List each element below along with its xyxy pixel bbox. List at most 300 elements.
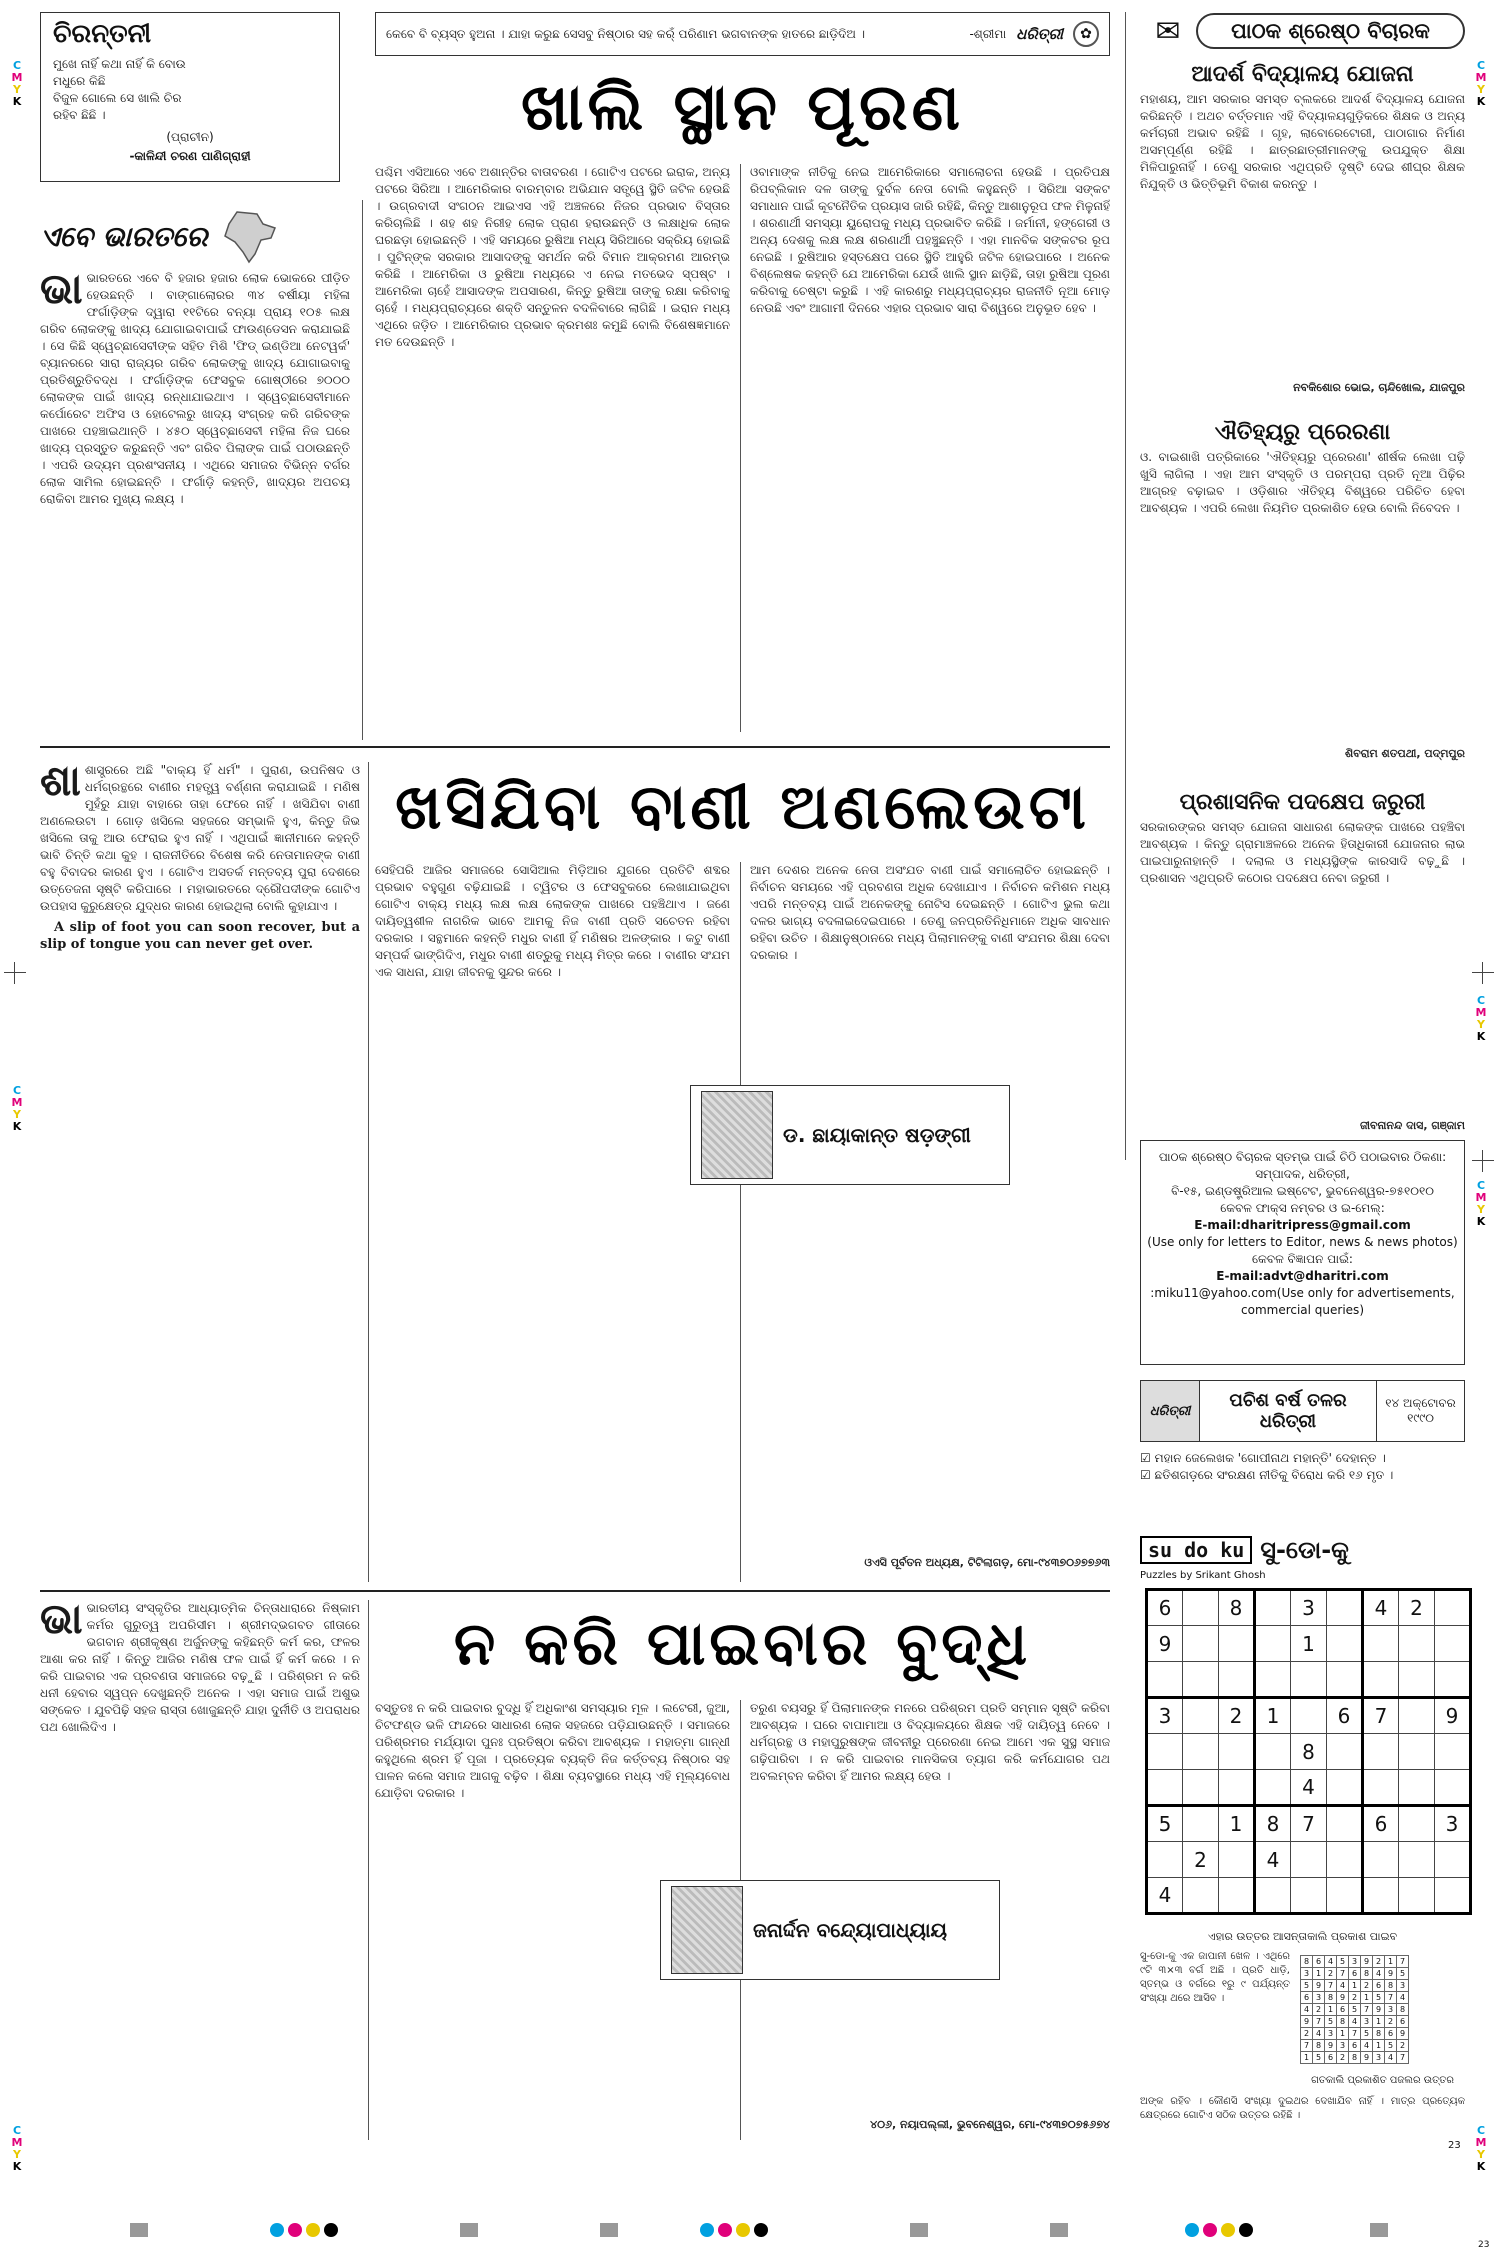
- sudoku-cell: [1219, 1878, 1255, 1914]
- sudoku-prev-cell: 2: [1361, 1980, 1373, 1992]
- article2-col1-body: ଶାସ୍ତ୍ରରେ ଅଛି "ବାକ୍ୟ ହିଁ ଧର୍ମ" । ପୁରାଣ, ଉପନିଷଦ ଓ ଧର୍ମଗ୍ରନ୍ଥରେ ବାଣୀର ମହତ୍ତ୍ୱ ବର୍ଣ୍ଣନା କରାଯାଇଛି । ମଣିଷ ମୁହଁରୁ ଯାହା ବାହାରେ ତାହା ଫେରେ ନାହିଁ । ଖସିଯିବା ବାଣୀ ଅଣଲେଉଟା । ଗୋଡ଼ ଖସିଲେ ସହଜରେ ସମ୍ଭାଳି ହୁଏ, କିନ୍ତୁ ଜିଭ ଖସିଲେ ତାକୁ ଆଉ ଫେରାଇ ହୁଏ ନାହିଁ । ଏଥିପାଇଁ ଜ୍ଞାନୀମାନେ କହନ୍ତି ଭାବି ଚିନ୍ତି କଥା କୁହ । ରାଜନୀତିରେ ବିଶେଷ କରି ନେତାମାନଙ୍କ ବାଣୀ ବହୁ ବିବାଦର କାରଣ ହୁଏ । ଗୋଟିଏ ଅସତର୍କ ମନ୍ତବ୍ୟ ପୁରା ଦେଶରେ ଉତ୍ତେଜନା ସୃଷ୍ଟି କରିପାରେ । ମହାଭାରତରେ ଦ୍ରୌପଦୀଙ୍କ ଗୋଟିଏ ଉପହାସ କୁରୁକ୍ଷେତ୍ର ଯୁଦ୍ଧର କାରଣ ହୋଇଥିଲା ବୋଲି କୁହାଯାଏ ।: [40, 763, 360, 913]
- sudoku-prev-cell: 1: [1325, 2004, 1337, 2016]
- sudoku-cell: 3: [1147, 1698, 1183, 1734]
- sudoku-prev-cell: 1: [1373, 2040, 1385, 2052]
- sudoku-prev-cell: 6: [1337, 2004, 1349, 2016]
- sudoku-cell: [1399, 1878, 1435, 1914]
- ajibharat-title: ଏବେ ଭାରତରେ: [40, 220, 208, 253]
- pachisa-item2: ଛତିଶଗଡ଼ରେ ସଂରକ୍ଷଣ ନୀତିକୁ ବିରୋଧ କରି ୧୬ ମୃତ ।: [1154, 1468, 1394, 1482]
- sudoku-prev-cell: 5: [1373, 1992, 1385, 2004]
- sudoku-row: [1301, 2004, 1409, 2016]
- sudoku-prev-cell: 5: [1301, 1980, 1313, 1992]
- article2-col2: [375, 862, 730, 1582]
- poem-line: ବିଜୁଳ ଗୋଲେ ସେ ଖାଲି ଚିର: [53, 91, 182, 105]
- envelope-pen-icon: ✉: [1155, 13, 1181, 49]
- contact-email1[interactable]: E-mail:dharitripress@gmail.com: [1194, 1218, 1411, 1232]
- magenta-swatch: [288, 2223, 302, 2237]
- gray-swatch: [600, 2223, 618, 2237]
- chirantani-author: -କାଳିନ୍ଦୀ ଚରଣ ପାଣିଗ୍ରାହୀ: [129, 149, 251, 163]
- color-bar-2: [270, 2222, 342, 2241]
- sudoku-cell: [1183, 1590, 1219, 1626]
- sudoku-cell: 2: [1399, 1590, 1435, 1626]
- dropcap: ଭା: [40, 1600, 83, 1643]
- column-rule: [362, 200, 363, 740]
- sudoku-prev-board: [1300, 1955, 1409, 2064]
- color-bar-9: [1370, 2222, 1388, 2241]
- sudoku-cell: 9: [1147, 1626, 1183, 1662]
- sudoku-cell: 1: [1219, 1806, 1255, 1842]
- chirantani-title: ଚିରନ୍ତନୀ: [53, 19, 152, 49]
- sudoku-row: [1301, 1956, 1409, 1968]
- sudoku-cell: [1183, 1626, 1219, 1662]
- sudoku-row: [1301, 1980, 1409, 1992]
- sudoku-cell: [1327, 1734, 1363, 1770]
- sudoku-cell: [1399, 1806, 1435, 1842]
- sudoku-prev-cell: 7: [1301, 2040, 1313, 2052]
- sudoku-cell: [1399, 1698, 1435, 1734]
- sudoku-prev-cell: 4: [1349, 2016, 1361, 2028]
- sudoku-cell: [1327, 1626, 1363, 1662]
- quote-source: -ଶ୍ରୀମା: [969, 26, 1007, 41]
- sudoku-row: [1301, 2028, 1409, 2040]
- lotus-emblem-icon: ✿: [1073, 21, 1099, 47]
- sudoku-cell: [1435, 1878, 1471, 1914]
- sudoku-prev-cell: 6: [1301, 1992, 1313, 2004]
- corner-page-number: 23: [1478, 2240, 1490, 2250]
- sudoku-prev-cell: 5: [1361, 2028, 1373, 2040]
- sudoku-cell: 8: [1255, 1806, 1291, 1842]
- page-number: 23: [1448, 2140, 1461, 2151]
- pachisa-item: [1140, 1467, 1465, 1484]
- sudoku-prev-cell: 8: [1397, 2004, 1409, 2016]
- article2-english-quote: A slip of foot you can soon recover, but a slip of tongue you can never get over.: [40, 920, 360, 952]
- sudoku-cell: [1291, 1698, 1327, 1734]
- sudoku-prev-cell: 4: [1397, 1992, 1409, 2004]
- cyan-swatch: [1185, 2223, 1199, 2237]
- sudoku-prev-cell: 1: [1301, 2052, 1313, 2064]
- sudoku-prev-cell: 2: [1301, 2028, 1313, 2040]
- article1-col2: [750, 164, 1110, 732]
- color-bar-7: [1050, 2222, 1068, 2241]
- article3-col3-body: ତରୁଣ ବୟସରୁ ହିଁ ପିଲାମାନଙ୍କ ମନରେ ପରିଶ୍ରମ ପ୍ରତି ସମ୍ମାନ ସୃଷ୍ଟି କରିବା ଆବଶ୍ୟକ । ଘରେ ବାପାମାଆ ଓ ବିଦ୍ୟାଳୟରେ ଶିକ୍ଷକ ଏହି ଦାୟିତ୍ୱ ନେବେ । ଧର୍ମଗ୍ରନ୍ଥ ଓ ମହାପୁରୁଷଙ୍କ ଜୀବନୀରୁ ପ୍ରେରଣା ନେଇ ଆମେ ଏକ ସୁସ୍ଥ ସମାଜ ଗଢ଼ିପାରିବା । ନ କରି ପାଇବାର ମାନସିକତା ତ୍ୟାଗ କରି କର୍ମଯୋଗର ପଥ ଅବଲମ୍ବନ କରିବା ହିଁ ଆମର ଲକ୍ଷ୍ୟ ହେଉ ।: [750, 1701, 1110, 1783]
- chirantani-poem: [53, 56, 327, 124]
- dropcap: ଶା: [40, 762, 81, 805]
- checkbox-icon: ☑: [1140, 1468, 1151, 1482]
- sudoku-prev-cell: 3: [1325, 2028, 1337, 2040]
- sudoku-credit: Puzzles by Srikant Ghosh: [1140, 1570, 1266, 1581]
- chirantani-box: [40, 12, 340, 182]
- sudoku-cell: [1363, 1662, 1399, 1698]
- sudoku-cell: [1183, 1734, 1219, 1770]
- article2-col1: [40, 762, 360, 1582]
- sudoku-prev-cell: 6: [1385, 2028, 1397, 2040]
- sudoku-cell: [1255, 1770, 1291, 1806]
- article3-author: ଜନାର୍ଦ୍ଦନ ବନ୍ଦ୍ୟୋପାଧ୍ୟାୟ: [753, 1918, 948, 1942]
- gray-swatch: [1370, 2223, 1388, 2237]
- sudoku-prev-cell: 3: [1385, 2004, 1397, 2016]
- yellow-swatch: [1221, 2223, 1235, 2237]
- sudoku-cell: [1363, 1626, 1399, 1662]
- sudoku-prev-cell: 6: [1397, 2016, 1409, 2028]
- sudoku-rules: [1140, 1950, 1290, 2090]
- article2-col3: [750, 862, 1110, 1552]
- sudoku-cell: [1435, 1662, 1471, 1698]
- sudoku-cell: [1435, 1770, 1471, 1806]
- pachisa-title: ପଚିଶ ବର୍ଷ ତଳର ଧରିତ୍ରୀ: [1200, 1380, 1377, 1442]
- sudoku-prev-cell: 8: [1373, 2028, 1385, 2040]
- pachisa-item1: ମହାନ ଜେଲେଖକ 'ଗୋପୀନାଥ ମହାନ୍ତି' ଦେହାନ୍ତ ।: [1154, 1451, 1386, 1465]
- sudoku-cell: [1219, 1842, 1255, 1878]
- india-map-icon: [217, 210, 281, 264]
- quote-strip: [375, 12, 1110, 56]
- sudoku-cell: 4: [1363, 1590, 1399, 1626]
- sudoku-cell: [1291, 1878, 1327, 1914]
- sudoku-cell: 7: [1363, 1698, 1399, 1734]
- sudoku-cell: [1255, 1734, 1291, 1770]
- sudoku-prev-cell: 7: [1349, 2028, 1361, 2040]
- sudoku-cell: [1399, 1734, 1435, 1770]
- contact-org: ସମ୍ପାଦକ, ଧରିତ୍ରୀ,: [1255, 1167, 1350, 1181]
- pachisa-box: [1140, 1380, 1465, 1500]
- article2-signature: ଓଏସି ପୂର୍ବତନ ଅଧ୍ୟକ୍ଷ, ଟିଟିଲାଗଡ଼, ମୋ-୯୪୩୭୦୬୭୭୬୩: [864, 1556, 1110, 1569]
- sudoku-prev-cell: 3: [1349, 1956, 1361, 1968]
- sudoku-prev-cell: 8: [1337, 2016, 1349, 2028]
- yellow-swatch: [306, 2223, 320, 2237]
- cyan-swatch: [270, 2223, 284, 2237]
- color-bar-8: [1185, 2222, 1257, 2241]
- sudoku-cell: [1327, 1842, 1363, 1878]
- sudoku-cell: 6: [1363, 1806, 1399, 1842]
- article2-author: ଡ. ଛାୟାକାନ୍ତ ଷଡ଼ଙ୍ଗୀ: [783, 1123, 971, 1147]
- column-rule: [740, 164, 741, 732]
- sudoku-cell: 8: [1219, 1590, 1255, 1626]
- article3-col1: [40, 1600, 360, 2140]
- pachisa-date: ୧୪ ଅକ୍ଟୋବର ୧୯୯୦: [1377, 1380, 1465, 1442]
- sudoku-prev-cell: 7: [1397, 2052, 1409, 2064]
- registration-mark-left-top: C M Y K: [11, 59, 23, 108]
- reader-s1-text: [1140, 91, 1465, 381]
- sudoku-cell: [1147, 1662, 1183, 1698]
- ajibharat-body: ଭାରତରେ ଏବେ ବି ହଜାର ହଜାର ଲୋକ ଭୋକରେ ପୀଡ଼ିତ ହେଉଛନ୍ତି । ବାଙ୍ଗାଲୋରର ୩୪ ବର୍ଷୀୟା ମହିଳା ଫର୍ଗାଡ଼ିଙ୍କ ଦ୍ୱାରା ୧୧ଟିରେ ବନ୍ୟା ପ୍ରାୟ ୧୦୫ ଲକ୍ଷ ଗରିବ ଲୋକଙ୍କୁ ଖାଦ୍ୟ ଯୋଗାଇବାପାଇଁ ଫାଉଣ୍ଡେସନ କରାଯାଇଛି । ସେ କିଛି ସ୍ୱେଚ୍ଛାସେବୀଙ୍କ ସହିତ ମିଶି 'ଫିଡ୍ ଇଣ୍ଡିଆ ନେଟୱର୍କ' ବ୍ୟାନରରେ ସାରା ରାଜ୍ୟର ଗରିବ ଲୋକଙ୍କୁ ଖାଦ୍ୟ ଯୋଗାଇବାକୁ ପ୍ରତିଶ୍ରୁତିବଦ୍ଧ । ଫର୍ଗାଡ଼ିଙ୍କ ଫେସବୁକ ଗୋଷ୍ଠୀରେ ୭୦୦୦ ଲୋକଙ୍କ ପାଇଁ ଖାଦ୍ୟ ରନ୍ଧାଯାଇଥାଏ । ସ୍ୱେଚ୍ଛାସେବୀମାନେ କର୍ପୋରେଟ ଅଫିସ ଓ ହୋଟେଲରୁ ଖାଦ୍ୟ ସଂଗ୍ରହ କରି ଗରିବଙ୍କ ପାଖରେ ପହଞ୍ଚାଇଥାନ୍ତି । ୪୫୦ ସ୍ୱେଚ୍ଛାସେବୀ ମହିଳା ନିଜ ଘରେ ଖାଦ୍ୟ ପ୍ରସ୍ତୁତ କରୁଛନ୍ତି ଏବଂ ଗରିବ ପିଲାଙ୍କ ପାଇଁ ପଠାଉଛନ୍ତି । ଏପରି ଉଦ୍ୟମ ପ୍ରଶଂସନୀୟ । ଏଥିରେ ସମାଜର ବିଭିନ୍ନ ବର୍ଗର ଲୋକ ସାମିଲ ହୋଇଛନ୍ତି । ଫର୍ଗାଡ଼ି କହନ୍ତି, ଖାଦ୍ୟର ଅପଚୟ ରୋକିବା ଆମର ମୁଖ୍ୟ ଲକ୍ଷ୍ୟ ।: [40, 271, 350, 506]
- sudoku-prev-cell: 5: [1325, 2016, 1337, 2028]
- sudoku-cell: [1255, 1626, 1291, 1662]
- reader-s3-signature: ଜୀବନାନନ୍ଦ ଦାସ, ଗଞ୍ଜାମ: [1360, 1119, 1465, 1132]
- sudoku-row: [1147, 1878, 1471, 1914]
- gray-swatch: [130, 2223, 148, 2237]
- sudoku-cell: [1219, 1770, 1255, 1806]
- sudoku-cell: [1255, 1662, 1291, 1698]
- sudoku-row: [1301, 2040, 1409, 2052]
- sudoku-cell: [1147, 1842, 1183, 1878]
- sudoku-prev-cell: 6: [1349, 1968, 1361, 1980]
- color-bar-6: [910, 2222, 928, 2241]
- sudoku-cell: [1363, 1770, 1399, 1806]
- article3-byline: [660, 1880, 1000, 1980]
- sudoku-prev-cell: 7: [1325, 1980, 1337, 1992]
- sudoku-cell: [1183, 1662, 1219, 1698]
- sudoku-cell: [1399, 1770, 1435, 1806]
- sudoku-prev-cell: 1: [1361, 1992, 1373, 2004]
- color-bar-1: [130, 2222, 148, 2241]
- sudoku-prev-cell: 4: [1373, 1968, 1385, 1980]
- yellow-swatch: [736, 2223, 750, 2237]
- sudoku-prev-cell: 5: [1313, 2052, 1325, 2064]
- sudoku-cell: [1255, 1590, 1291, 1626]
- ajibharat-text: [40, 270, 350, 732]
- sudoku-prev-cell: 9: [1385, 1968, 1397, 1980]
- sudoku-prev-cell: 9: [1361, 1956, 1373, 1968]
- sudoku-prev-cell: 3: [1361, 2016, 1373, 2028]
- black-swatch: [1239, 2223, 1253, 2237]
- sudoku-prev-cell: 7: [1313, 2016, 1325, 2028]
- sudoku-row: [1301, 1992, 1409, 2004]
- sudoku-header: [1140, 1530, 1465, 1570]
- gray-swatch: [460, 2223, 478, 2237]
- sudoku-footer: [1140, 2095, 1465, 2131]
- reader-section-2: [1140, 420, 1465, 761]
- sudoku-grid: [1145, 1588, 1472, 1915]
- sudoku-row: [1147, 1734, 1471, 1770]
- registration-mark-right-mid1: C M Y K: [1475, 994, 1487, 1043]
- column-rule: [368, 1600, 369, 2140]
- sudoku-cell: 3: [1291, 1590, 1327, 1626]
- reader-s2-text: [1140, 449, 1465, 747]
- sudoku-prev-cell: 4: [1301, 2004, 1313, 2016]
- sudoku-prev-cell: 4: [1313, 2028, 1325, 2040]
- magenta-swatch: [718, 2223, 732, 2237]
- section-divider: [40, 746, 1110, 748]
- sudoku-prev-cell: 7: [1361, 2004, 1373, 2016]
- sudoku-prev-cell: 4: [1325, 1956, 1337, 1968]
- reader-s2-title: ଐତିହ୍ୟରୁ ପ୍ରେରଣା: [1214, 420, 1391, 445]
- sudoku-prev-cell: 9: [1313, 1980, 1325, 1992]
- sudoku-prev-cell: 9: [1361, 2052, 1373, 2064]
- section-divider: [40, 1590, 1110, 1592]
- pachisa-item: [1140, 1450, 1465, 1467]
- poem-line: ମୁଖେ ନାହିଁ କଥା ନାହିଁ କି ବୋଉ: [53, 57, 186, 71]
- article3-col2-body: ବସ୍ତୁତଃ ନ କରି ପାଇବାର ବୁଦ୍ଧି ହିଁ ଅଧିକାଂଶ ସମସ୍ୟାର ମୂଳ । ଲଟେରୀ, ଜୁଆ, ଚିଟଫଣ୍ଡ ଭଳି ଫାନ୍ଦରେ ସାଧାରଣ ଲୋକ ସହଜରେ ପଡ଼ିଯାଉଛନ୍ତି । ସମାଜରେ ପରିଶ୍ରମର ମର୍ଯ୍ୟାଦା ପୁନଃ ପ୍ରତିଷ୍ଠା କରିବା ଆବଶ୍ୟକ । ମହାତ୍ମା ଗାନ୍ଧୀ କହୁଥିଲେ ଶ୍ରମ ହିଁ ପୂଜା । ପ୍ରତ୍ୟେକ ବ୍ୟକ୍ତି ନିଜ କର୍ତ୍ତବ୍ୟ ନିଷ୍ଠାର ସହ ପାଳନ କଲେ ସମାଜ ଆଗକୁ ବଢ଼ିବ । ଶିକ୍ଷା ବ୍ୟବସ୍ଥାରେ ମଧ୍ୟ ଏହି ମୂଲ୍ୟବୋଧ ଯୋଡ଼ିବା ଦରକାର ।: [375, 1701, 730, 1800]
- reader-s1-title: ଆଦର୍ଶ ବିଦ୍ୟାଳୟ ଯୋଜନା: [1191, 62, 1414, 87]
- sudoku-prev-cell: 3: [1397, 1980, 1409, 1992]
- sudoku-cell: 7: [1291, 1806, 1327, 1842]
- pachisa-logo: ଧରିତ୍ରୀ: [1140, 1380, 1200, 1442]
- article3-signature: ୪୦୬, ନୟାପଲ୍ଲୀ, ଭୁବନେଶ୍ୱର, ମୋ-୯୪୩୭୦୭୫୬୭୪: [870, 2118, 1110, 2131]
- checkbox-icon: ☑: [1140, 1451, 1151, 1465]
- sudoku-prev-cell: 2: [1397, 2040, 1409, 2052]
- article3-col1-body: ଭାରତୀୟ ସଂସ୍କୃତିର ଆଧ୍ୟାତ୍ମିକ ଚିନ୍ତାଧାରାରେ ନିଷ୍କାମ କର୍ମର ଗୁରୁତ୍ୱ ଅପରିସୀମ । ଶ୍ରୀମଦ୍ଭଗବତ ଗୀତାରେ ଭଗବାନ ଶ୍ରୀକୃଷ୍ଣ ଅର୍ଜୁନଙ୍କୁ କହିଛନ୍ତି କର୍ମ କର, ଫଳର ଆଶା କର ନାହିଁ । କିନ୍ତୁ ଆଜିର ମଣିଷ ଫଳ ପାଇଁ ହିଁ କର୍ମ କରେ । ନ କରି ପାଇବାର ଏକ ପ୍ରବଣତା ସମାଜରେ ବଢ଼ୁଛି । ପରିଶ୍ରମ ନ କରି ଧନୀ ହେବାର ସ୍ୱପ୍ନ ଦେଖୁଛନ୍ତି ଅନେକ । ଏହା ସମାଜ ପାଇଁ ଅଶୁଭ ସଙ୍କେତ । ଯୁବପିଢ଼ି ସହଜ ରାସ୍ତା ଖୋଜୁଛନ୍ତି ଯାହା ଦୁର୍ନୀତି ଓ ଅପରାଧର ପଥ ଖୋଲିଦିଏ ।: [40, 1601, 360, 1734]
- sudoku-prev-cell: 1: [1337, 2028, 1349, 2040]
- sudoku-cell: [1363, 1878, 1399, 1914]
- sudoku-prev-cell: 5: [1397, 1968, 1409, 1980]
- sudoku-prev-cell: 8: [1313, 2040, 1325, 2052]
- sudoku-prev-cell: 8: [1361, 1968, 1373, 1980]
- reader-s1-body: ମହାଶୟ, ଆମ ସରକାର ସମସ୍ତ ବ୍ଲକରେ ଆଦର୍ଶ ବିଦ୍ୟାଳୟ ଯୋଜନା କରିଛନ୍ତି । ଅଥଚ ବର୍ତ୍ତମାନ ଏହି ବିଦ୍ୟାଳୟଗୁଡ଼ିକରେ ଶିକ୍ଷକ ଓ ଅନ୍ୟ କର୍ମଚାରୀ ଅଭାବ ରହିଛି । ଗୃହ, ଲାବୋରେଟୋରୀ, ପାଠାଗାର ନିର୍ମାଣ ଅସମ୍ପୂର୍ଣ୍ଣ ରହିଛି । ଛାତ୍ରଛାତ୍ରୀମାନଙ୍କୁ ଉପଯୁକ୍ତ ଶିକ୍ଷା ମିଳିପାରୁନାହିଁ । ତେଣୁ ସରକାର ଏଥିପ୍ରତି ଦୃଷ୍ଟି ଦେଇ ଶୀଘ୍ର ଶିକ୍ଷକ ନିଯୁକ୍ତି ଓ ଭିତ୍ତିଭୂମି ବିକାଶ କରନ୍ତୁ ।: [1140, 92, 1465, 191]
- contact-ad-label: କେବଳ ବିଜ୍ଞାପନ ପାଇଁ:: [1252, 1252, 1353, 1266]
- sudoku-cell: [1147, 1734, 1183, 1770]
- dropcap: ଭା: [40, 270, 83, 313]
- sudoku-prev-cell: 6: [1373, 1980, 1385, 1992]
- sudoku-cell: 4: [1291, 1770, 1327, 1806]
- sudoku-cell: 6: [1327, 1698, 1363, 1734]
- sudoku-row: [1147, 1590, 1471, 1626]
- sudoku-prev-cell: 4: [1337, 1980, 1349, 1992]
- sudoku-prev-cell: 8: [1301, 1956, 1313, 1968]
- sudoku-row: [1147, 1806, 1471, 1842]
- registration-mark-left-mid: C M Y K: [11, 1084, 23, 1133]
- sudoku-board: [1145, 1588, 1472, 1915]
- poem-line: ମଧୁରେ କିଛି: [53, 74, 106, 88]
- sudoku-cell: [1255, 1878, 1291, 1914]
- contact-fax: କେବଳ ଫାକ୍ସ ନମ୍ବର ଓ ଇ-ମେଲ୍:: [1220, 1201, 1385, 1215]
- sudoku-prev-cell: 9: [1397, 2028, 1409, 2040]
- reader-s3-body: ସରକାରଙ୍କର ସମସ୍ତ ଯୋଜନା ସାଧାରଣ ଲୋକଙ୍କ ପାଖରେ ପହଞ୍ଚିବା ଆବଶ୍ୟକ । କିନ୍ତୁ ଗ୍ରାମାଞ୍ଚଳରେ ଅନେକ ହିତାଧିକାରୀ ଯୋଜନାର ଲାଭ ପାଇପାରୁନାହାନ୍ତି । ଦଲାଲ ଓ ମଧ୍ୟସ୍ଥିଙ୍କ କାରସାଦି ବଢ଼ୁଛି । ପ୍ରଶାସନ ଏଥିପ୍ରତି କଠୋର ପଦକ୍ଷେପ ନେବା ଜରୁରୀ ।: [1140, 820, 1465, 885]
- sudoku-prev-cell: 4: [1385, 2052, 1397, 2064]
- chirantani-note: (ପ୍ରାଚୀନ): [166, 130, 214, 144]
- sudoku-prev-cell: 2: [1325, 1968, 1337, 1980]
- sudoku-cell: [1219, 1734, 1255, 1770]
- registration-mark-right-mid2: C M Y K: [1475, 1179, 1487, 1228]
- article2-col3-body: ଆମ ଦେଶର ଅନେକ ନେତା ଅସଂଯତ ବାଣୀ ପାଇଁ ସମାଲୋଚିତ ହୋଇଛନ୍ତି । ନିର୍ବାଚନ ସମୟରେ ଏହି ପ୍ରବଣତା ଅଧିକ ଦେଖାଯାଏ । ନିର୍ବାଚନ କମିଶନ ମଧ୍ୟ ଏପରି ମନ୍ତବ୍ୟ ପାଇଁ ଅନେକଙ୍କୁ ନୋଟିସ ଦେଇଛନ୍ତି । ଗୋଟିଏ ଭୁଲ କଥା ଦଳର ଭାଗ୍ୟ ବଦଳାଇଦେଇପାରେ । ତେଣୁ ଜନପ୍ରତିନିଧିମାନେ ଅଧିକ ସାବଧାନ ରହିବା ଉଚିତ । ଶିକ୍ଷାନୁଷ୍ଠାନରେ ମଧ୍ୟ ପିଲାମାନଙ୍କୁ ବାଣୀ ସଂଯମର ଶିକ୍ଷା ଦେବା ଦରକାର ।: [750, 863, 1110, 962]
- sudoku-prev-cell: 1: [1385, 1956, 1397, 1968]
- sudoku-prev-grid: [1300, 1955, 1409, 2064]
- color-bar-4: [600, 2222, 618, 2241]
- sudoku-prev-label: ଗତକାଲି ପ୍ରକାଶିତ ପଜଲର ଉତ୍ତର: [1311, 2075, 1454, 2086]
- sudoku-row: [1147, 1770, 1471, 1806]
- article1-col1: [375, 164, 730, 732]
- sudoku-cell: [1435, 1842, 1471, 1878]
- column-rule: [740, 862, 741, 1582]
- sudoku-row: [1147, 1698, 1471, 1734]
- sudoku-row: [1147, 1842, 1471, 1878]
- reader-s3-text: [1140, 819, 1465, 1119]
- sudoku-row: [1301, 2052, 1409, 2064]
- cyan-swatch: [700, 2223, 714, 2237]
- sudoku-cell: 9: [1435, 1698, 1471, 1734]
- sudoku-cell: [1327, 1878, 1363, 1914]
- dharitri-logo: ଧରିତ୍ରୀ: [1016, 25, 1063, 43]
- sudoku-prev-cell: 2: [1349, 1992, 1361, 2004]
- column-rule: [368, 762, 369, 1582]
- sudoku-cell: [1183, 1770, 1219, 1806]
- sudoku-cell: 8: [1291, 1734, 1327, 1770]
- reader-s3-title: ପ୍ରଶାସନିକ ପଦକ୍ଷେପ ଜରୁରୀ: [1179, 790, 1426, 815]
- quote-text: [386, 26, 1006, 43]
- sudoku-cell: 2: [1219, 1698, 1255, 1734]
- contact-box: [1140, 1140, 1465, 1365]
- sudoku-prev-cell: 8: [1349, 2052, 1361, 2064]
- reader-section-1: [1140, 62, 1465, 395]
- sudoku-cell: [1183, 1806, 1219, 1842]
- article1-headline: ଖାଲି ସ୍ଥାନ ପୂରଣ: [521, 71, 964, 145]
- poem-line: ରହିବ ଛିଛି ।: [53, 108, 106, 122]
- sudoku-cell: 3: [1435, 1806, 1471, 1842]
- contact-address: ବି-୧୫, ଇଣ୍ଡଷ୍ଟ୍ରିଆଲ ଇଷ୍ଟେଟ, ଭୁବନେଶ୍ୱର-୭୫୧୦୧୦: [1171, 1184, 1434, 1198]
- sudoku-cell: 6: [1147, 1590, 1183, 1626]
- article2-byline: [690, 1085, 1010, 1185]
- sudoku-footer-body: ଅଙ୍କ ରହିବ । କୌଣସି ସଂଖ୍ୟା ଦୁଇଥର ଦେଖାଯିବ ନାହିଁ । ମାତ୍ର ପ୍ରତ୍ୟେକ କ୍ଷେତ୍ରରେ ଗୋଟିଏ ସଠିକ ଉତ୍ତର ରହିଛି ।: [1140, 2096, 1465, 2121]
- sudoku-prev-cell: 6: [1349, 2040, 1361, 2052]
- sudoku-cell: 4: [1147, 1878, 1183, 1914]
- column-rule: [1125, 12, 1126, 1160]
- sudoku-cell: [1183, 1698, 1219, 1734]
- article2-col2-body: ସେହିପରି ଆଜିର ସମାଜରେ ସୋସିଆଲ ମିଡ଼ିଆର ଯୁଗରେ ପ୍ରତିଟି ଶବ୍ଦର ପ୍ରଭାବ ବହୁଗୁଣ ବଢ଼ିଯାଇଛି । ଟ୍ୱିଟର ଓ ଫେସବୁକରେ ଲେଖାଯାଇଥିବା ଗୋଟିଏ ବାକ୍ୟ ମଧ୍ୟ ଲକ୍ଷ ଲକ୍ଷ ଲୋକଙ୍କ ପାଖରେ ପହଞ୍ଚିଥାଏ । ଜଣେ ଦାୟିତ୍ୱଶୀଳ ନାଗରିକ ଭାବେ ଆମକୁ ନିଜ ବାଣୀ ପ୍ରତି ସଚେତନ ରହିବା ଦରକାର । ସନ୍ଥମାନେ କହନ୍ତି ମଧୁର ବାଣୀ ହିଁ ମଣିଷର ଅଳଙ୍କାର । କଟୁ ବାଣୀ ସମ୍ପର୍କ ଭାଙ୍ଗିଦିଏ, ମଧୁର ବାଣୀ ଶତ୍ରୁକୁ ମଧ୍ୟ ମିତ୍ର କରେ । ବାଣୀର ସଂଯମ ଏକ ସାଧନା, ଯାହା ଜୀବନକୁ ସୁନ୍ଦର କରେ ।: [375, 863, 730, 979]
- sudoku-prev-cell: 1: [1349, 1980, 1361, 1992]
- sudoku-cell: 1: [1291, 1626, 1327, 1662]
- sudoku-cell: [1435, 1590, 1471, 1626]
- registration-mark-left-bottom: C M Y K: [11, 2124, 23, 2173]
- registration-mark-right-top: C M Y K: [1475, 59, 1487, 108]
- sudoku-row: [1301, 2016, 1409, 2028]
- article2-headline: ଖସିଯିବା ବାଣୀ ଅଣଲେଉଟା: [395, 770, 1090, 843]
- reader-s2-body: ଓ. ବାଇଶାଖି ପତ୍ରିକାରେ 'ଐତିହ୍ୟରୁ ପ୍ରେରଣା' ଶୀର୍ଷକ ଲେଖା ପଢ଼ି ଖୁସି ଲାଗିଲା । ଏହା ଆମ ସଂସ୍କୃତି ଓ ପରମ୍ପରା ପ୍ରତି ନୂଆ ପିଢ଼ିର ଆଗ୍ରହ ବଢ଼ାଇବ । ଓଡ଼ିଶାର ଐତିହ୍ୟ ବିଶ୍ୱରେ ପରିଚିତ ହେବା ଆବଶ୍ୟକ । ଏପରି ଲେଖା ନିୟମିତ ପ୍ରକାଶିତ ହେଉ ବୋଲି ନିବେଦନ ।: [1140, 450, 1465, 515]
- contact-email3[interactable]: :miku11@yahoo.com(Use only for advertisements, commercial queries): [1150, 1286, 1455, 1317]
- sudoku-cell: [1291, 1842, 1327, 1878]
- sudoku-title-en: su do ku: [1140, 1536, 1252, 1564]
- ajibharat-header: [40, 208, 350, 266]
- sudoku-cell: 1: [1255, 1698, 1291, 1734]
- contact-email1-note: (Use only for letters to Editor, news & news photos): [1147, 1235, 1458, 1249]
- crop-cross-right: [1472, 962, 1494, 984]
- article1-col2-body: ଓବାମାଙ୍କ ନୀତିକୁ ନେଇ ଆମେରିକାରେ ସମାଲୋଚନା ହେଉଛି । ପ୍ରତିପକ୍ଷ ରିପବ୍ଲିକାନ ଦଳ ତାଙ୍କୁ ଦୁର୍ବଳ ନେତା ବୋଲି କହୁଛନ୍ତି । ସିରିଆ ସଙ୍କଟ ସମାଧାନ ପାଇଁ କୂଟନୈତିକ ପ୍ରୟାସ ଜାରି ରହିଛି, କିନ୍ତୁ ଆଶାନୁରୂପ ଫଳ ମିଳୁନାହିଁ । ଶରଣାର୍ଥୀ ସମସ୍ୟା ୟୁରୋପକୁ ମଧ୍ୟ ପ୍ରଭାବିତ କରିଛି । ଜର୍ମାନୀ, ହଙ୍ଗେରୀ ଓ ଅନ୍ୟ ଦେଶକୁ ଲକ୍ଷ ଲକ୍ଷ ଶରଣାର୍ଥୀ ପହଞ୍ଚୁଛନ୍ତି । ଏହା ମାନବିକ ସଙ୍କଟର ରୂପ ନେଇଛି । ରୁଷିଆର ହସ୍ତକ୍ଷେପ ପରେ ସ୍ଥିତି ଆହୁରି ଜଟିଳ ହୋଇପାରେ । ଅନେକ ବିଶ୍ଲେଷକ କହନ୍ତି ଯେ ଆମେରିକା ଯେଉଁ ଖାଲି ସ୍ଥାନ ଛାଡ଼ିଛି, ତାହା ରୁଷିଆ ପୂରଣ କରିବାକୁ ଚେଷ୍ଟା କରୁଛି । ଏହି କାରଣରୁ ମଧ୍ୟପ୍ରାଚ୍ୟର ରାଜନୀତି ନୂଆ ମୋଡ଼ ନେଉଛି ଏବଂ ଆଗାମୀ ଦିନରେ ଏହାର ପ୍ରଭାବ ସାରା ବିଶ୍ୱରେ ଅନୁଭୂତ ହେବ ।: [750, 165, 1110, 315]
- author-photo: [671, 1886, 743, 1974]
- sudoku-prev-cell: 9: [1337, 1992, 1349, 2004]
- sudoku-prev-cell: 6: [1313, 1956, 1325, 1968]
- sudoku-row: [1147, 1662, 1471, 1698]
- sudoku-prev-cell: 8: [1385, 1980, 1397, 1992]
- sudoku-prev-cell: 3: [1373, 2052, 1385, 2064]
- black-swatch: [324, 2223, 338, 2237]
- sudoku-prev-cell: 7: [1397, 1956, 1409, 1968]
- sudoku-cell: [1399, 1662, 1435, 1698]
- sudoku-cell: [1327, 1770, 1363, 1806]
- sudoku-prev-cell: 2: [1385, 2016, 1397, 2028]
- sudoku-cell: 2: [1183, 1842, 1219, 1878]
- sudoku-answer-note: ଏହାର ଉତ୍ତର ଆସନ୍ତାକାଲି ପ୍ରକାଶ ପାଇବ: [1207, 1930, 1398, 1943]
- magenta-swatch: [1203, 2223, 1217, 2237]
- sudoku-cell: [1399, 1842, 1435, 1878]
- article3-headline: ନ କରି ପାଇବାର ବୁଦ୍ଧି: [453, 1609, 1032, 1679]
- article1-col1-body: ପଶ୍ଚିମ ଏସିଆରେ ଏବେ ଅଶାନ୍ତିର ବାତାବରଣ । ଗୋଟିଏ ପଟରେ ଇରାକ, ଅନ୍ୟ ପଟରେ ସିରିଆ । ଆମେରିକାର ବାରମ୍ବାର ଅଭିଯାନ ସତ୍ତ୍ୱେ ସ୍ଥିତି ଜଟିଳ ହେଉଛି । ଉଗ୍ରବାଦୀ ସଂଗଠନ ଆଇଏସ ଏହି ଅଞ୍ଚଳରେ ନିଜର ପ୍ରଭାବ ବିସ୍ତାର କରିଚାଲିଛି । ଶହ ଶହ ନିରୀହ ଲୋକ ପ୍ରାଣ ହରାଉଛନ୍ତି ଓ ଲକ୍ଷାଧିକ ଲୋକ ଘରଛଡ଼ା ହୋଇଛନ୍ତି । ଏହି ସମୟରେ ରୁଷିଆ ମଧ୍ୟ ସିରିଆରେ ସକ୍ରିୟ ହୋଇଛି । ପୁଟିନ୍ଙ୍କ ସରକାର ଆସାଦଙ୍କୁ ସମର୍ଥନ କରି ବିମାନ ଆକ୍ରମଣ ଆରମ୍ଭ କରିଛି । ଆମେରିକା ଓ ରୁଷିଆ ମଧ୍ୟରେ ଏ ନେଇ ମତଭେଦ ସ୍ପଷ୍ଟ । ଆମେରିକା ଚାହେଁ ଆସାଦଙ୍କ ଅପସାରଣ, କିନ୍ତୁ ରୁଷିଆ ତାଙ୍କୁ ରକ୍ଷା କରିବାକୁ ଚାହେଁ । ମଧ୍ୟପ୍ରାଚ୍ୟରେ ଶକ୍ତି ସନ୍ତୁଳନ ବଦଳିବାରେ ଲାଗିଛି । ଇରାନ ମଧ୍ୟ ଏଥିରେ ଜଡ଼ିତ । ଆମେରିକାର ପ୍ରଭାବ କ୍ରମଶଃ କମୁଛି ବୋଲି ବିଶେଷଜ୍ଞମାନେ ମତ ଦେଉଛନ୍ତି ।: [375, 165, 730, 349]
- crop-cross-left: [4, 962, 26, 984]
- sudoku-cell: [1435, 1626, 1471, 1662]
- reader-header-title: ପାଠକ ଶ୍ରେଷ୍ଠ ବିଚାରକ: [1196, 13, 1465, 49]
- black-swatch: [754, 2223, 768, 2237]
- sudoku-cell: 5: [1147, 1806, 1183, 1842]
- sudoku-prev-cell: 2: [1337, 2052, 1349, 2064]
- sudoku-prev-cell: 7: [1337, 1968, 1349, 1980]
- sudoku-cell: [1291, 1662, 1327, 1698]
- sudoku-cell: [1219, 1662, 1255, 1698]
- sudoku-cell: [1363, 1842, 1399, 1878]
- quote-body: କେବେ ବି ବ୍ୟସ୍ତ ହୁଅନା । ଯାହା କରୁଛ ସେସବୁ ନିଷ୍ଠାର ସହ କର୍ଁ ପରିଣାମ ଭଗବାନଙ୍କ ହାତରେ ଛାଡ଼ିଦିଅ ।: [386, 26, 866, 41]
- sudoku-prev-cell: 9: [1301, 2016, 1313, 2028]
- sudoku-prev-cell: 5: [1337, 1956, 1349, 1968]
- sudoku-prev-cell: 9: [1325, 2040, 1337, 2052]
- sudoku-prev-cell: 1: [1373, 2016, 1385, 2028]
- sudoku-cell: [1399, 1626, 1435, 1662]
- sudoku-cell: [1435, 1734, 1471, 1770]
- author-photo: [701, 1091, 773, 1179]
- sudoku-cell: [1147, 1770, 1183, 1806]
- registration-mark-right-bottom: C M Y K: [1475, 2124, 1487, 2173]
- sudoku-cell: 4: [1255, 1842, 1291, 1878]
- contact-email2[interactable]: E-mail:advt@dharitri.com: [1216, 1269, 1389, 1283]
- sudoku-prev-cell: 1: [1313, 1968, 1325, 1980]
- sudoku-prev-cell: 2: [1373, 1956, 1385, 1968]
- sudoku-cell: [1363, 1734, 1399, 1770]
- sudoku-row: [1301, 1968, 1409, 1980]
- reader-header: [1140, 8, 1465, 54]
